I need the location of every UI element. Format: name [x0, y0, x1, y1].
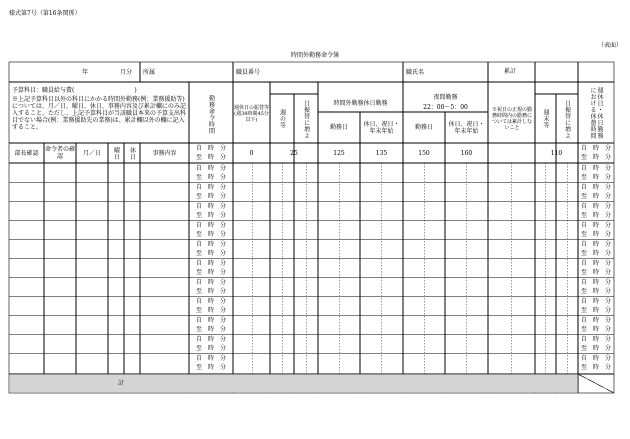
month-label: 月分	[120, 69, 133, 76]
holiday-transfer-header: 週休日の振替等(週38時間45分以下)	[234, 105, 270, 123]
row-from: 自 時 分	[195, 165, 226, 172]
row-rest-from: 自 時 分	[580, 260, 611, 267]
rest-day-work-header: 週休日・休日勤務における休憩時間	[589, 87, 603, 139]
to-header: 至 時 分	[195, 154, 226, 161]
code-150: 150	[418, 149, 430, 157]
row-from: 自 時 分	[195, 317, 226, 324]
row-rest-to: 至 時 分	[580, 269, 611, 276]
row-rest-from: 自 時 分	[580, 317, 611, 324]
row-rest-to: 至 時 分	[580, 212, 611, 219]
week-equiv-header: 週の等	[278, 109, 286, 129]
staff-no-label: 職員番号	[236, 69, 261, 76]
row-rest-from: 自 時 分	[580, 241, 611, 248]
excess-note-header: ※祝日の正規の勤務時間内の勤務については累計しないこと	[491, 107, 532, 131]
night-holiday-header: 休日、祝日・年末年始	[448, 120, 485, 135]
row-from: 自 時 分	[195, 336, 226, 343]
row-to: 至 時 分	[195, 250, 226, 257]
body-rows	[9, 182, 614, 353]
week-end-header: 週末等	[542, 109, 549, 129]
year-label: 年	[82, 69, 89, 76]
rest-from-header: 自 時 分	[580, 145, 611, 152]
row-from: 自 時 分	[195, 298, 226, 305]
row-to: 至 時 分	[195, 345, 226, 352]
dept-head-header: 部長確認	[14, 149, 39, 157]
row-from: 自 時 分	[195, 260, 226, 267]
overtime-workday-header: 勤務日	[329, 124, 348, 131]
night-hours-header: 22：00～5：00	[423, 103, 468, 111]
row-rest-from: 自 時 分	[580, 184, 611, 191]
row-from: 自 時 分	[195, 203, 226, 210]
total-label: 累計	[504, 68, 517, 75]
row-rest-from: 自 時 分	[580, 298, 611, 305]
code-160: 160	[460, 149, 473, 157]
overtime-holiday-header: 休日、祝日・年末年始	[363, 120, 400, 135]
code-25: 25	[290, 149, 298, 157]
row-rest-from: 自 時 分	[580, 336, 611, 343]
row-to: 至 時 分	[195, 307, 226, 314]
row-to: 至 時 分	[195, 212, 226, 219]
row-to: 至 時 分	[195, 193, 226, 200]
row-rest-to: 至 時 分	[580, 193, 611, 200]
code-0: 0	[249, 149, 254, 157]
code-125: 125	[333, 149, 345, 157]
row-from: 自 時 分	[195, 355, 226, 362]
row-rest-from: 自 時 分	[580, 355, 611, 362]
night-group-header: 夜間勤務	[433, 93, 458, 101]
page-title: 時間外勤務命令簿	[291, 52, 340, 59]
row-to: 至 時 分	[195, 364, 226, 371]
affiliation-label: 所属	[143, 69, 156, 76]
row-to: 至 時 分	[195, 326, 226, 333]
row-rest-to: 至 時 分	[580, 307, 611, 314]
row-rest-to: 至 時 分	[580, 174, 611, 181]
dotted-guides	[252, 163, 567, 393]
row-rest-from: 自 時 分	[580, 165, 611, 172]
staff-name-label: 職氏名	[406, 69, 425, 76]
row-to: 至 時 分	[195, 174, 226, 181]
row-to: 至 時 分	[195, 269, 226, 276]
row-rest-to: 至 時 分	[580, 288, 611, 295]
footer-total: 計	[117, 380, 124, 387]
orderer-header: 命令者の確認	[45, 146, 76, 160]
budget-line: 予算科目：職員給与費( )	[12, 87, 137, 94]
row-to: 至 時 分	[195, 231, 226, 238]
code-110: 110	[550, 149, 563, 157]
row-rest-to: 至 時 分	[580, 364, 611, 371]
holiday-header: 休日	[128, 146, 136, 160]
overtime-group-header: 時間外勤務休日勤務	[333, 99, 388, 107]
transfer-increase2-header: 日振替に増よ	[563, 99, 571, 139]
weekday-header: 曜日	[112, 146, 120, 160]
night-workday-header: 勤務日	[414, 124, 433, 131]
row-rest-to: 至 時 分	[580, 250, 611, 257]
date-header: 月／日	[82, 149, 101, 157]
side-label: （表面）	[598, 42, 623, 49]
row-rest-to: 至 時 分	[580, 326, 611, 333]
note-text: ※上記予算科目以外の科目にかかる時間外勤務(例：業務援助等)については、月／日、曜日、休日、事務内容及び累計欄にのみ記入すること。ただし、上記予算科目が当該職員本来の予算支出科目でない場合(例：業務援助先の業務)は、累計欄以外の欄に記入すること。	[12, 96, 187, 131]
row-rest-from: 自 時 分	[580, 279, 611, 286]
row-from: 自 時 分	[195, 279, 226, 286]
row-rest-to: 至 時 分	[580, 231, 611, 238]
row-from: 自 時 分	[195, 241, 226, 248]
row-rest-to: 至 時 分	[580, 345, 611, 352]
order-time-header: 勤務命令時間	[207, 94, 215, 134]
from-header: 自 時 分	[195, 145, 226, 152]
row-from: 自 時 分	[195, 222, 226, 229]
row-rest-from: 自 時 分	[580, 203, 611, 210]
rest-to-header: 至 時 分	[580, 154, 611, 161]
transfer-increase-header: 日振替に増よ	[302, 99, 310, 139]
form-number: 様式第7号（第16条関係）	[9, 10, 81, 17]
code-135: 135	[375, 149, 388, 157]
row-to: 至 時 分	[195, 288, 226, 295]
row-rest-from: 自 時 分	[580, 222, 611, 229]
row-from: 自 時 分	[195, 184, 226, 191]
footer-diagonal	[578, 374, 614, 393]
task-header: 事務内容	[152, 149, 177, 157]
